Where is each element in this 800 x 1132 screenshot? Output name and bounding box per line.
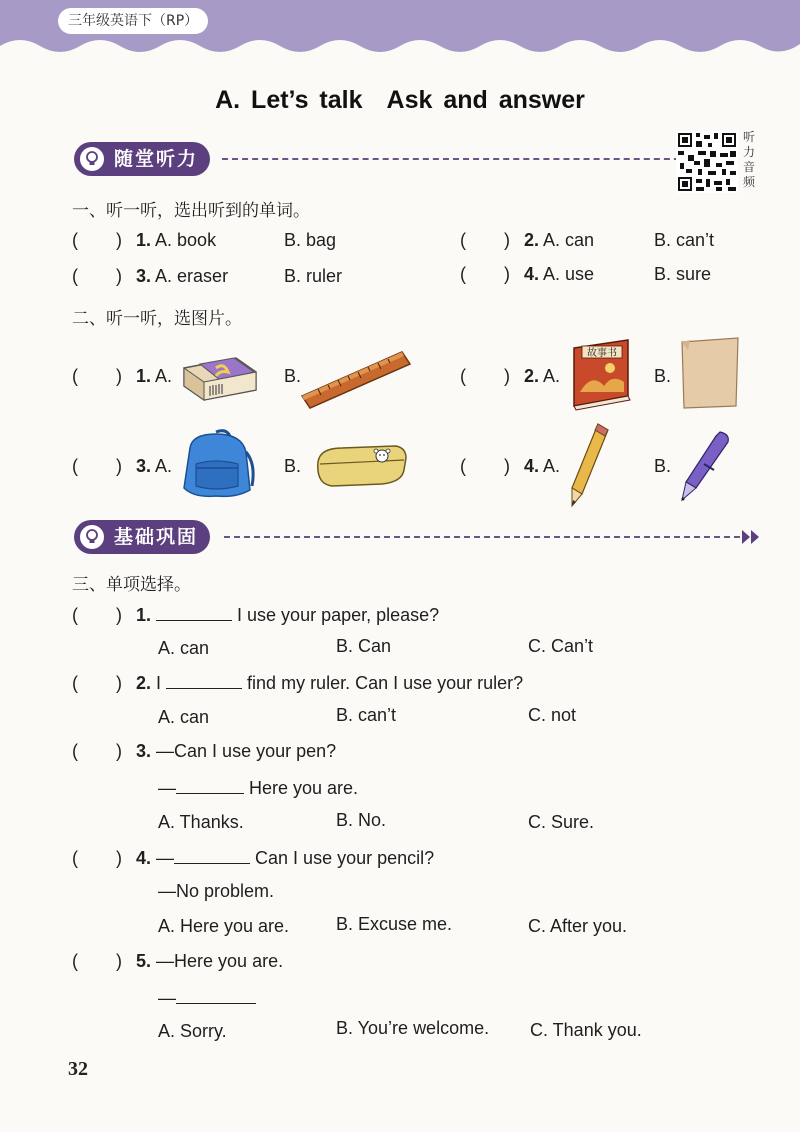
answer-parentheses[interactable]: ( ) <box>460 456 510 476</box>
option-b: B. No. <box>336 810 387 830</box>
pencil-case-picture[interactable] <box>312 440 410 490</box>
part3-heading: 三、单项选择。 <box>72 575 191 595</box>
mc-question-2: ( ) 2. I find my ruler. Can I use your ruler? <box>72 673 524 693</box>
part2-item-2: ( ) 2. A. <box>460 366 561 386</box>
grade-tag: 三年级英语下（RP） <box>58 8 208 34</box>
option-c: C. Sure. <box>528 812 595 832</box>
option-b: B. Can <box>336 636 392 656</box>
option-c: C. After you. <box>528 916 628 936</box>
dashed-divider <box>224 536 740 538</box>
option-c: C. not <box>528 705 577 725</box>
lesson-title <box>0 86 800 115</box>
option-b: B. You’re welcome. <box>336 1018 490 1038</box>
answer-blank[interactable] <box>176 986 256 1004</box>
answer-parentheses[interactable]: ( ) <box>460 366 510 386</box>
option-c: C. Thank you. <box>530 1020 642 1040</box>
pencil-picture[interactable] <box>564 420 616 508</box>
option-b: B. Excuse me. <box>336 914 453 934</box>
pen-picture[interactable] <box>674 428 734 504</box>
lesson-title-part1: A. Let’s talk <box>215 86 363 114</box>
answer-blank[interactable] <box>174 846 250 864</box>
mc-question-3: ( ) 3. —Can I use your pen? <box>72 741 337 761</box>
part2-heading: 二、听一听，选图片。 <box>72 309 242 329</box>
option-b: B. can’t <box>654 230 715 250</box>
answer-parentheses[interactable]: ( ) <box>72 673 122 693</box>
option-b: B. <box>654 456 672 476</box>
storybook-picture[interactable] <box>566 336 636 412</box>
mc-question-4-line-2: —No problem. <box>158 881 275 901</box>
lightbulb-icon <box>78 145 106 173</box>
answer-parentheses[interactable]: ( ) <box>72 951 122 971</box>
dashed-divider <box>222 158 700 160</box>
option-b: B. <box>654 366 672 386</box>
answer-parentheses[interactable]: ( ) <box>72 266 122 286</box>
paper-picture[interactable] <box>678 336 742 410</box>
part1-heading: 一、听一听，选出听到的单词。 <box>72 201 310 221</box>
mc-question-1: ( ) 1. I use your paper, please? <box>72 605 440 625</box>
mc-question-5: ( ) 5. —Here you are. <box>72 951 284 971</box>
option-a: A. can <box>543 230 595 250</box>
answer-blank[interactable] <box>156 603 232 621</box>
answer-parentheses[interactable]: ( ) <box>72 230 122 250</box>
answer-blank[interactable] <box>176 776 244 794</box>
answer-parentheses[interactable]: ( ) <box>72 848 122 868</box>
option-a: A. eraser <box>155 266 229 286</box>
option-a: A. Sorry. <box>158 1021 227 1041</box>
lesson-title-part2: Ask and answer <box>386 86 585 114</box>
eraser-picture[interactable] <box>178 350 260 406</box>
section-banner-listening <box>74 142 764 176</box>
answer-parentheses[interactable]: ( ) <box>72 741 122 761</box>
qr-label: 听力音频 <box>742 130 755 189</box>
part1-item-2: ( ) 2. A. can <box>460 230 595 250</box>
part2-item-4: ( ) 4. A. <box>460 456 561 476</box>
ruler-picture[interactable] <box>298 346 414 412</box>
answer-parentheses[interactable]: ( ) <box>460 264 510 284</box>
option-b: B. sure <box>654 264 712 284</box>
option-a: A. Here you are. <box>158 916 290 936</box>
section-title: 随堂听力 <box>114 148 199 170</box>
option-b: B. <box>284 456 302 476</box>
svg-text:故事书: 故事书 <box>587 348 617 359</box>
section-banner-basics <box>74 520 764 554</box>
section-pill <box>74 142 210 176</box>
mc-question-4: ( ) 4. — Can I use your pencil? <box>72 848 435 868</box>
answer-parentheses[interactable]: ( ) <box>72 605 122 625</box>
option-a: A. can <box>158 707 210 727</box>
section-pill <box>74 520 210 554</box>
answer-blank[interactable] <box>166 671 242 689</box>
double-arrow-icon <box>742 529 760 545</box>
part2-item-3: ( ) 3. A. <box>72 456 173 476</box>
answer-parentheses[interactable]: ( ) <box>72 366 122 386</box>
part1-item-4: ( ) 4. A. use <box>460 264 595 284</box>
option-c: C. Can’t <box>528 636 594 656</box>
qr-code-icon[interactable] <box>676 131 738 193</box>
backpack-picture[interactable] <box>176 428 258 500</box>
option-a: A. book <box>155 230 217 250</box>
option-a: A. Thanks. <box>158 812 244 832</box>
option-b: B. bag <box>284 230 337 250</box>
page-number: 32 <box>68 1058 88 1080</box>
part1-item-1: ( ) 1. A. book <box>72 230 217 250</box>
option-a: A. use <box>543 264 595 284</box>
part1-item-3: ( ) 3. A. eraser <box>72 266 229 286</box>
mc-question-5-line-2: — <box>158 986 256 1009</box>
lightbulb-icon <box>78 523 106 551</box>
option-b: B. can’t <box>336 705 397 725</box>
mc-question-3-line-2: — Here you are. <box>158 778 359 798</box>
answer-parentheses[interactable]: ( ) <box>460 230 510 250</box>
part2-item-1: ( ) 1. A. <box>72 366 173 386</box>
option-b: B. ruler <box>284 266 343 286</box>
option-a: A. can <box>158 638 210 658</box>
option-b: B. <box>284 366 302 386</box>
answer-parentheses[interactable]: ( ) <box>72 456 122 476</box>
section-title: 基础巩固 <box>114 526 199 548</box>
